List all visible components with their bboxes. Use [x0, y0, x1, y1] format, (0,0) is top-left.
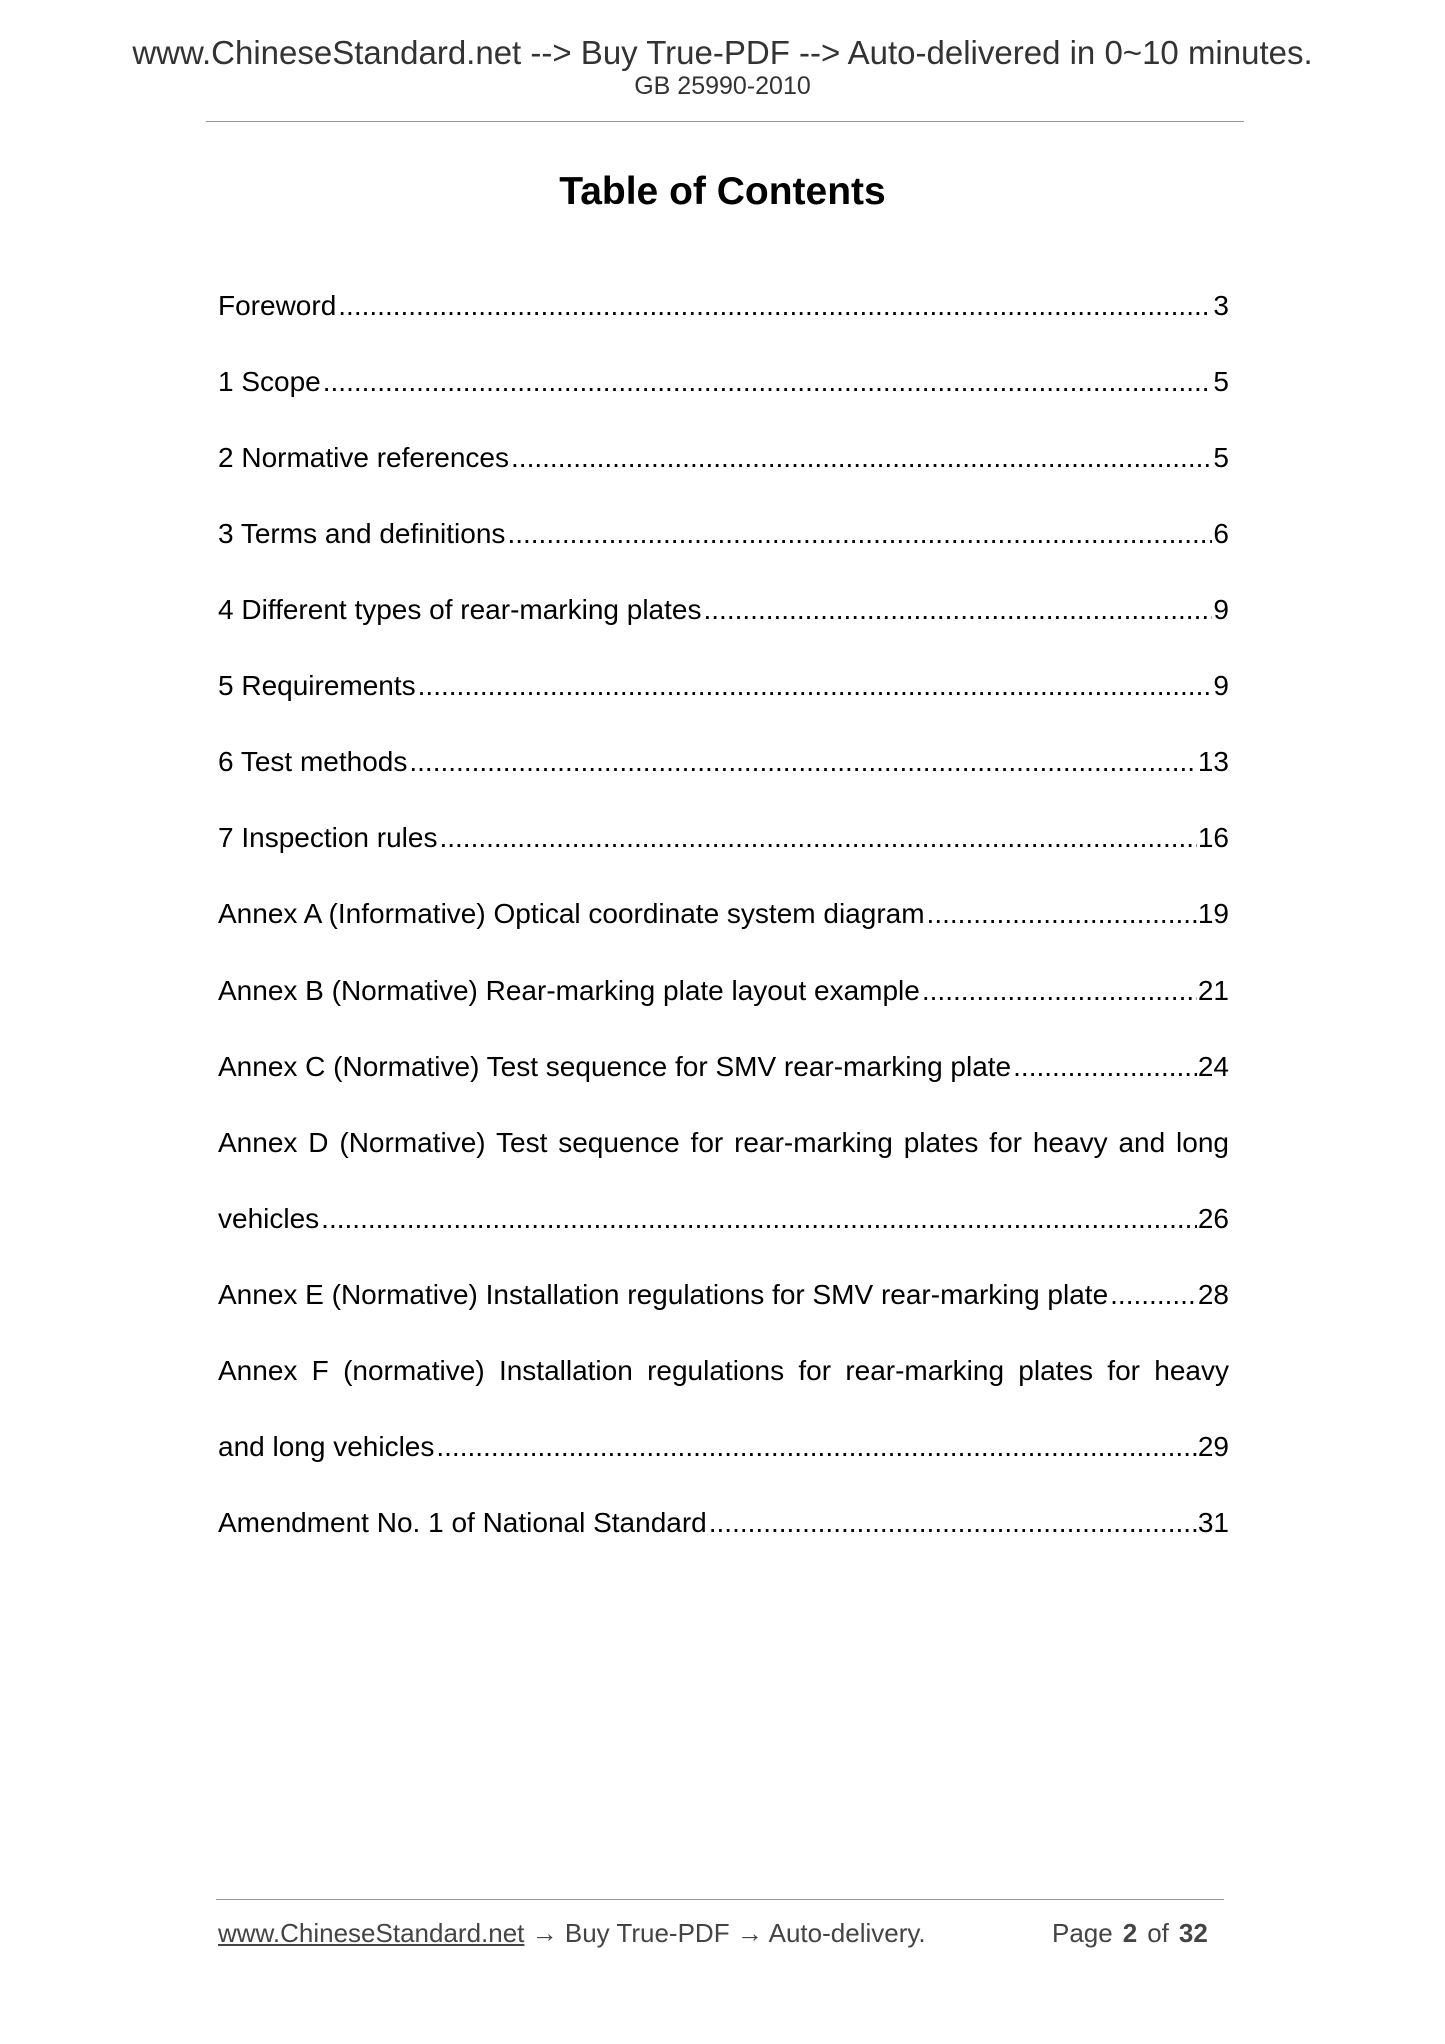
page-word: Page: [1052, 1918, 1113, 1948]
of-word: of: [1147, 1918, 1169, 1948]
toc-entry-page: 21: [1197, 975, 1229, 1006]
toc-entry-scope[interactable]: [218, 359, 1229, 405]
document-code: GB 25990-2010: [634, 72, 811, 100]
toc-entry-page: 3: [1213, 290, 1229, 321]
toc-entry-requirements[interactable]: [218, 663, 1229, 709]
toc-entry-page: 31: [1197, 1507, 1229, 1538]
toc-entry-label: Annex F (normative) Installation regulations for rear-marking plates for heavy: [218, 1355, 1229, 1386]
toc-entry-annex-e[interactable]: [218, 1272, 1229, 1318]
toc-title: Table of Contents: [559, 170, 886, 213]
toc-entry-annex-d-line2[interactable]: [218, 1196, 1229, 1242]
toc-dot-leader: [927, 891, 1197, 937]
toc-dot-leader: [511, 435, 1212, 481]
toc-entry-label: Annex D (Normative) Test sequence for rear-marking plates for heavy and long: [218, 1127, 1229, 1158]
toc-dot-leader: [1110, 1272, 1197, 1318]
toc-entry-label: Foreword: [218, 290, 337, 321]
toc-entry-page: 19: [1197, 898, 1229, 929]
toc-entry-label: vehicles: [218, 1203, 320, 1234]
toc-dot-leader: [436, 1424, 1196, 1470]
toc-entry-page: 5: [1213, 442, 1229, 473]
toc-dot-leader: [323, 359, 1213, 405]
footer-buy-text: Buy True-PDF: [564, 1918, 730, 1948]
toc-entry-page: 13: [1197, 746, 1229, 777]
toc-entry-label: 5 Requirements: [218, 670, 416, 701]
toc-entry-annex-d-line1[interactable]: [218, 1120, 1229, 1166]
toc-entry-page: 29: [1197, 1431, 1229, 1462]
toc-entry-annex-b[interactable]: [218, 968, 1229, 1014]
toc-dot-leader: [338, 283, 1212, 329]
toc-entry-label: 7 Inspection rules: [218, 822, 438, 853]
toc-dot-leader: [439, 815, 1196, 861]
top-banner: www.ChineseStandard.net --> Buy True-PDF --> Auto-delivered in 0~10 minutes.: [132, 34, 1313, 71]
toc-entry-label: Annex C (Normative) Test sequence for SMV rear-marking plate: [218, 1051, 1012, 1082]
toc-dot-leader: [709, 1500, 1197, 1546]
toc-entry-terms-and-definitions[interactable]: [218, 511, 1229, 557]
toc-entry-foreword[interactable]: [218, 283, 1229, 329]
footer-delivery-text: Auto-delivery.: [768, 1918, 926, 1948]
arrow-right-icon: →: [531, 1918, 558, 1948]
toc-entry-annex-f-line1[interactable]: [218, 1348, 1229, 1394]
toc-entry-annex-c[interactable]: [218, 1044, 1229, 1090]
toc-entry-annex-f-line2[interactable]: [218, 1424, 1229, 1470]
toc-entry-label: Annex A (Informative) Optical coordinate system diagram: [218, 898, 925, 929]
toc-dot-leader: [409, 739, 1196, 785]
toc-entry-label: 3 Terms and definitions: [218, 518, 506, 549]
toc-entry-label: Annex B (Normative) Rear-marking plate layout example: [218, 975, 920, 1006]
page-current: 2: [1122, 1918, 1138, 1948]
toc-entry-page: 16: [1197, 822, 1229, 853]
page-total: 32: [1178, 1918, 1208, 1948]
toc-entry-page: 9: [1213, 670, 1229, 701]
toc-entry-label: and long vehicles: [218, 1431, 435, 1462]
toc-dot-leader: [507, 511, 1212, 557]
toc-entry-label: Amendment No. 1 of National Standard: [218, 1507, 707, 1538]
toc-entry-label: 4 Different types of rear-marking plates: [218, 594, 702, 625]
toc-dot-leader: [1013, 1044, 1197, 1090]
header-divider: [206, 121, 1244, 122]
toc-dot-leader: [922, 968, 1197, 1014]
toc-dot-leader: [703, 587, 1212, 633]
footer-promo: [218, 1918, 926, 1949]
footer-divider: [216, 1899, 1224, 1900]
footer-site-link[interactable]: www.ChineseStandard.net: [218, 1918, 525, 1948]
toc-entry-test-methods[interactable]: [218, 739, 1229, 785]
toc-entry-annex-a[interactable]: [218, 891, 1229, 937]
arrow-right-icon: →: [736, 1918, 763, 1948]
toc-entry-page: 6: [1213, 518, 1229, 549]
toc-entry-amendment[interactable]: [218, 1500, 1229, 1546]
toc-entry-page: 9: [1213, 594, 1229, 625]
toc-entry-label: 2 Normative references: [218, 442, 510, 473]
toc-entry-page: 28: [1197, 1279, 1229, 1310]
toc-entry-page: 5: [1213, 366, 1229, 397]
toc-dot-leader: [321, 1196, 1197, 1242]
toc-entry-label: 1 Scope: [218, 366, 321, 397]
toc-entry-inspection-rules[interactable]: [218, 815, 1229, 861]
page-indicator: [1052, 1918, 1208, 1949]
toc-entry-types-of-plates[interactable]: [218, 587, 1229, 633]
toc-dot-leader: [418, 663, 1213, 709]
toc-entry-label: Annex E (Normative) Installation regulations for SMV rear-marking plate: [218, 1279, 1109, 1310]
toc-entry-page: 26: [1197, 1203, 1229, 1234]
toc-entry-page: 24: [1197, 1051, 1229, 1082]
toc-entry-normative-references[interactable]: [218, 435, 1229, 481]
toc-entry-label: 6 Test methods: [218, 746, 408, 777]
